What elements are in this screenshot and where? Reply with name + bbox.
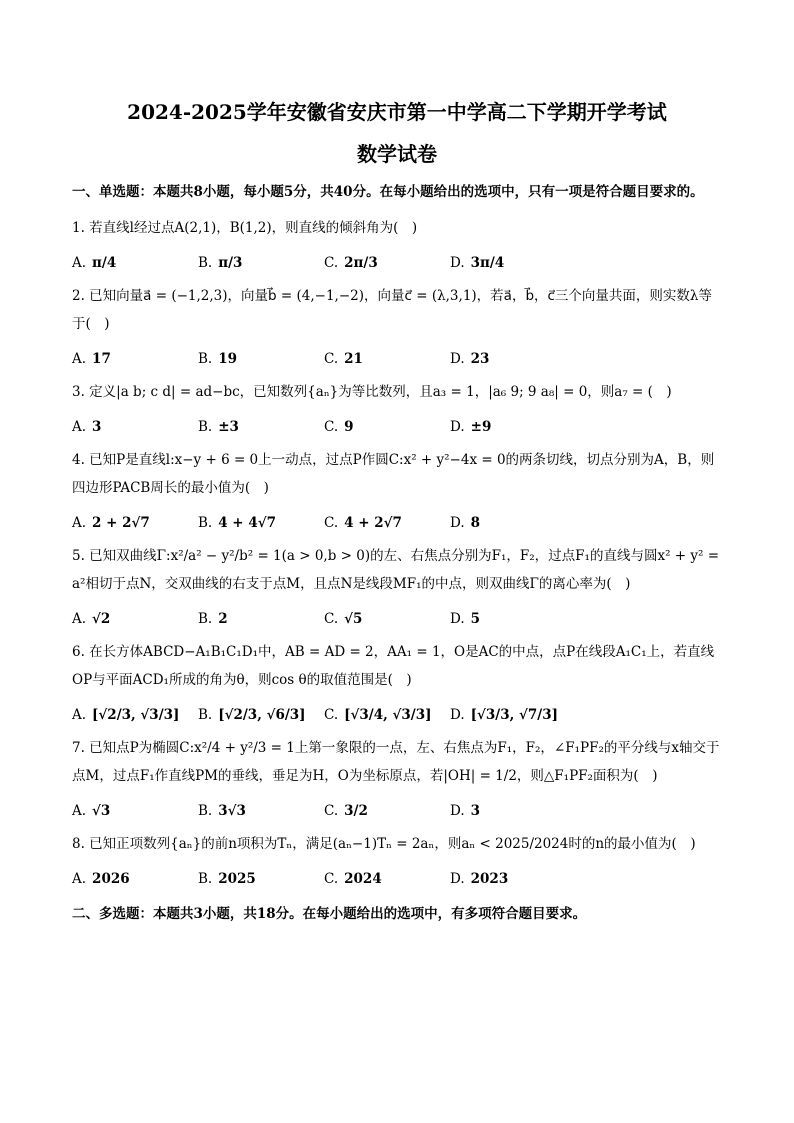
option-key: D. [450, 515, 465, 531]
option-key: C. [324, 871, 339, 887]
option-a [72, 800, 198, 822]
option-d [450, 252, 576, 274]
option-key: C. [324, 515, 339, 531]
option-a [72, 608, 198, 630]
option-key: C. [324, 803, 339, 819]
option-key: A. [72, 611, 87, 627]
exam-title: 2024-2025学年安徽省安庆市第一中学高二下学期开学考试 [127, 100, 667, 124]
option-key: D. [450, 803, 465, 819]
option-c [324, 800, 450, 822]
option-value: 2 + 2√7 [92, 515, 150, 531]
question-5 [72, 542, 722, 630]
option-row [72, 608, 722, 630]
question-stem: 7. 已知点P为椭圆C:x²/4 + y²/3 = 1上第一象限的一点，左、右焦点为F₁，F₂，∠F₁PF₂的平分线与x轴交于点M，过点F₁作直线PM的垂线，垂足为H，O为坐标原点，若|OH| = 1/2，则△F₁PF₂面积为( ) [72, 740, 720, 784]
option-row [72, 512, 722, 534]
option-value: 4 + 4√7 [218, 515, 276, 531]
option-d [450, 416, 576, 438]
question-list [72, 214, 722, 890]
option-a [72, 512, 198, 534]
option-key: C. [324, 707, 339, 723]
option-value: π/3 [218, 255, 243, 271]
option-c [324, 348, 450, 370]
option-key: B. [198, 351, 213, 367]
option-key: B. [198, 707, 213, 723]
option-value: 3√3 [218, 803, 246, 819]
option-value: 2026 [92, 871, 130, 887]
option-value: 4 + 2√7 [344, 515, 402, 531]
option-c [324, 512, 450, 534]
option-key: D. [450, 255, 465, 271]
question-1 [72, 214, 722, 274]
option-c [324, 704, 450, 726]
option-d [450, 348, 576, 370]
option-value: 5 [470, 611, 481, 627]
question-stem: 8. 已知正项数列{aₙ}的前n项积为Tₙ，满足(aₙ−1)Tₙ = 2aₙ，则aₙ < 2025/2024时的n的最小值为( ) [72, 836, 696, 852]
option-b [198, 608, 324, 630]
option-b [198, 512, 324, 534]
question-stem: 3. 定义|a b; c d| = ad−bc，已知数列{aₙ}为等比数列，且a₃ = 1，|a₆ 9; 9 a₈| = 0，则a₇ = ( ) [72, 384, 672, 400]
option-key: C. [324, 351, 339, 367]
option-key: B. [198, 871, 213, 887]
option-key: D. [450, 351, 465, 367]
option-key: A. [72, 707, 87, 723]
option-value: 2π/3 [344, 255, 378, 271]
option-a [72, 348, 198, 370]
question-4 [72, 446, 722, 534]
option-key: D. [450, 871, 465, 887]
option-value: 3 [470, 803, 481, 819]
option-value: ±3 [218, 419, 239, 435]
option-value: 9 [344, 419, 354, 435]
option-b [198, 868, 324, 890]
option-row [72, 704, 722, 726]
option-key: C. [324, 611, 339, 627]
option-key: D. [450, 707, 465, 723]
exam-subtitle: 数学试卷 [357, 142, 437, 166]
option-key: B. [198, 803, 213, 819]
option-value: 2025 [218, 871, 256, 887]
option-b [198, 252, 324, 274]
question-stem: 6. 在长方体ABCD−A₁B₁C₁D₁中，AB = AD = 2，AA₁ = 1，O是AC的中点，点P在线段A₁C₁上，若直线OP与平面ACD₁所成的角为θ，则cos θ的取值范围是( ) [72, 644, 715, 688]
option-c [324, 416, 450, 438]
option-key: B. [198, 419, 213, 435]
option-value: √2 [92, 611, 111, 627]
option-key: B. [198, 611, 213, 627]
question-8 [72, 830, 722, 890]
option-key: A. [72, 803, 87, 819]
option-value: 2023 [470, 871, 509, 887]
option-value: π/4 [92, 255, 117, 271]
option-b [198, 348, 324, 370]
option-row [72, 416, 722, 438]
option-value: 17 [92, 351, 111, 367]
question-stem: 4. 已知P是直线l:x−y + 6 = 0上一动点，过点P作圆C:x² + y²−4x = 0的两条切线，切点分别为A，B，则四边形PACB周长的最小值为( ) [72, 452, 715, 496]
option-value: 2 [218, 611, 228, 627]
exam-page [72, 98, 722, 928]
option-c [324, 252, 450, 274]
option-key: B. [198, 515, 213, 531]
option-key: A. [72, 515, 87, 531]
section-2-header: 二、多选题：本题共3小题，共18分。在每小题给出的选项中，有多项符合题目要求。 [72, 906, 587, 922]
option-key: D. [450, 419, 465, 435]
option-value: 8 [470, 515, 481, 531]
question-stem: 5. 已知双曲线Γ:x²/a² − y²/b² = 1(a > 0,b > 0)的左、右焦点分别为F₁，F₂，过点F₁的直线与圆x² + y² = a²相切于点N，交双曲线的右支于点M，且点N是线段MF₁的中点，则双曲线Γ的离心率为( ) [72, 548, 720, 592]
option-value: 3 [92, 419, 102, 435]
option-row [72, 348, 722, 370]
option-key: A. [72, 419, 87, 435]
option-value: 21 [344, 351, 363, 367]
option-value: ±9 [470, 419, 492, 435]
option-key: C. [324, 255, 339, 271]
option-d [450, 704, 576, 726]
question-7 [72, 734, 722, 822]
question-2 [72, 282, 722, 370]
option-key: C. [324, 419, 339, 435]
option-value: 2024 [344, 871, 382, 887]
option-b [198, 800, 324, 822]
option-d [450, 868, 576, 890]
option-value: √5 [344, 611, 363, 627]
option-d [450, 512, 576, 534]
option-c [324, 868, 450, 890]
option-key: A. [72, 351, 87, 367]
option-value: [√3/3, √7/3] [470, 707, 558, 723]
option-b [198, 416, 324, 438]
question-3 [72, 378, 722, 438]
option-value: [√2/3, √3/3] [92, 707, 180, 723]
option-value: 3/2 [344, 803, 368, 819]
option-value: [√2/3, √6/3] [218, 707, 306, 723]
option-value: 3π/4 [470, 255, 505, 271]
option-key: A. [72, 871, 87, 887]
option-a [72, 704, 198, 726]
option-value: √3 [92, 803, 111, 819]
option-value: [√3/4, √3/3] [344, 707, 432, 723]
option-a [72, 416, 198, 438]
option-key: B. [198, 255, 213, 271]
option-value: 19 [218, 351, 238, 367]
question-stem: 2. 已知向量a⃗ = (−1,2,3)，向量b⃗ = (4,−1,−2)，向量c⃗ = (λ,3,1)，若a⃗，b⃗，c⃗三个向量共面，则实数λ等于( ) [72, 288, 712, 332]
option-value: 23 [470, 351, 490, 367]
option-c [324, 608, 450, 630]
option-a [72, 868, 198, 890]
option-row [72, 800, 722, 822]
option-row [72, 252, 722, 274]
option-key: D. [450, 611, 465, 627]
option-b [198, 704, 324, 726]
question-stem: 1. 若直线l经过点A(2,1)，B(1,2)，则直线的倾斜角为( ) [72, 220, 418, 236]
option-d [450, 608, 576, 630]
option-a [72, 252, 198, 274]
section-1-header: 一、单选题：本题共8小题，每小题5分，共40分。在每小题给出的选项中，只有一项是符合题目要求的。 [72, 184, 704, 200]
option-key: A. [72, 255, 87, 271]
option-row [72, 868, 722, 890]
question-6 [72, 638, 722, 726]
option-d [450, 800, 576, 822]
